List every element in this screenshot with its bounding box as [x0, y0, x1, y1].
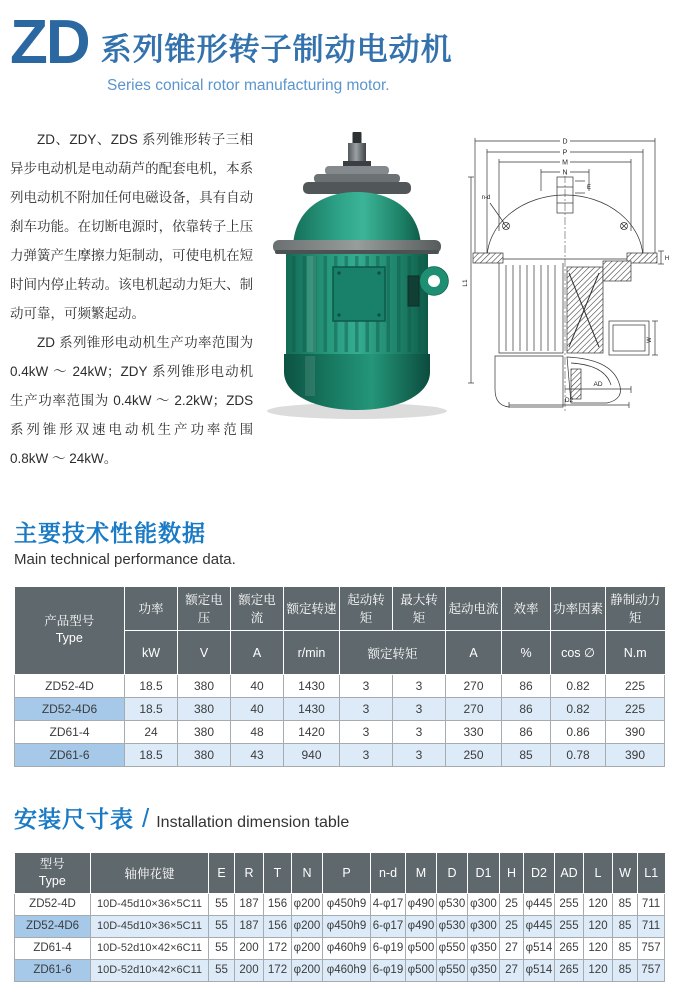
lifting-eye — [420, 267, 448, 295]
value-cell: 156 — [264, 915, 292, 937]
value-cell: 6-φ17 — [371, 915, 406, 937]
value-cell: 0.78 — [551, 744, 606, 767]
dim-label-m: M — [562, 159, 568, 167]
col-header-power-factor: 功率因素 — [551, 587, 606, 631]
dim-label-d2: D2 — [564, 396, 574, 404]
value-cell: 390 — [606, 721, 665, 744]
value-cell: 85 — [613, 893, 638, 915]
unit-kw: kW — [125, 631, 178, 675]
value-cell: 3 — [340, 721, 393, 744]
dim-label-e: E — [586, 184, 592, 191]
value-cell: φ530 — [437, 893, 468, 915]
intro-paragraph-2: ZD 系列锥形电动机生产功率范围为 0.4kW ～ 24kW；ZDY 系列锥形电动机生产功率范围为 0.4kW ～ 2.2kW；ZDS 系列锥形双速电动机生产功率范围 0.8kW ～ 24kW。 — [10, 334, 254, 466]
value-cell: 265 — [555, 959, 584, 981]
value-cell: 250 — [446, 744, 502, 767]
dim-label-l1: L1 — [462, 278, 469, 287]
value-cell: 3 — [340, 698, 393, 721]
dimension-table-body — [15, 893, 665, 981]
col-header-model-zh: 产品型号 — [44, 614, 95, 629]
motor-flange — [273, 240, 441, 254]
value-cell: 3 — [393, 721, 446, 744]
value-cell: 757 — [638, 937, 665, 959]
dim-label-d: D — [562, 138, 568, 146]
value-cell: φ490 — [406, 893, 437, 915]
dimension-table-head — [15, 853, 665, 893]
value-cell: 55 — [209, 959, 235, 981]
value-cell: 55 — [209, 937, 235, 959]
value-cell: 187 — [235, 893, 264, 915]
col-header-E: E — [209, 853, 235, 893]
col-header-voltage: 额定电压 — [178, 587, 231, 631]
value-cell: 48 — [231, 721, 284, 744]
value-cell: 120 — [584, 959, 613, 981]
dimension-section-header — [0, 801, 678, 834]
value-cell: φ514 — [524, 937, 555, 959]
value-cell: 172 — [264, 959, 292, 981]
value-cell: 25 — [500, 915, 524, 937]
value-cell: 1430 — [284, 675, 340, 698]
value-cell: 1430 — [284, 698, 340, 721]
dimension-table — [14, 853, 665, 982]
value-cell: φ530 — [437, 915, 468, 937]
col-header-current: 额定电流 — [231, 587, 284, 631]
model-cell: ZD61-4 — [15, 721, 125, 744]
value-cell: 27 — [500, 959, 524, 981]
table-row — [15, 698, 665, 721]
col-header-P: P — [323, 853, 371, 893]
brand-logo: ZD — [10, 8, 89, 77]
value-cell: φ445 — [524, 915, 555, 937]
value-cell: 757 — [638, 959, 665, 981]
value-cell: φ445 — [524, 893, 555, 915]
value-cell: φ550 — [437, 959, 468, 981]
unit-a2: A — [446, 631, 502, 675]
value-cell: 172 — [264, 937, 292, 959]
value-cell: 255 — [555, 893, 584, 915]
value-cell: 711 — [638, 893, 665, 915]
col-header-max-torque: 最大转矩 — [393, 587, 446, 631]
technical-diagram-svg — [459, 131, 670, 419]
model-cell: ZD52-4D6 — [15, 915, 91, 937]
unit-a: A — [231, 631, 284, 675]
dimension-section-title: 安装尺寸表 — [14, 806, 134, 833]
value-cell: φ200 — [292, 915, 323, 937]
dim-label-w: W — [647, 336, 653, 343]
value-cell: φ200 — [292, 959, 323, 981]
unit-rpm: r/min — [284, 631, 340, 675]
value-cell: 85 — [613, 937, 638, 959]
value-cell: 27 — [500, 937, 524, 959]
value-cell: 1420 — [284, 721, 340, 744]
value-cell: 225 — [606, 675, 665, 698]
value-cell: φ200 — [292, 893, 323, 915]
value-cell: φ300 — [468, 893, 500, 915]
value-cell: 330 — [446, 721, 502, 744]
side-port — [408, 276, 419, 306]
value-cell: 3 — [393, 698, 446, 721]
value-cell: 10D-52d10×42×6C11 — [91, 959, 209, 981]
col-header-efficiency: 效率 — [502, 587, 551, 631]
intro-text — [10, 125, 253, 473]
value-cell: 85 — [502, 744, 551, 767]
table-row — [15, 937, 665, 959]
col-header-D1: D1 — [468, 853, 500, 893]
dim-label-n: N — [562, 169, 568, 177]
value-cell: 200 — [235, 937, 264, 959]
performance-section-header — [0, 515, 678, 568]
value-cell: φ200 — [292, 937, 323, 959]
page-subtitle: Series conical rotor manufacturing motor. — [107, 76, 390, 94]
performance-section-subtitle: Main technical performance data. — [14, 550, 236, 568]
model-cell: ZD52-4D — [15, 675, 125, 698]
motor-shaft — [343, 132, 371, 167]
table-row — [15, 744, 665, 767]
col-header-model2 — [15, 853, 91, 893]
value-cell: 187 — [235, 915, 264, 937]
value-cell: 3 — [393, 675, 446, 698]
motor-photo — [256, 129, 458, 473]
value-cell: 85 — [613, 959, 638, 981]
cup-highlight — [305, 356, 315, 396]
value-cell: 10D-45d10×36×5C11 — [91, 893, 209, 915]
col-header-M: M — [406, 853, 437, 893]
col-header-spline: 轴伸花键 — [91, 853, 209, 893]
col-header-T: T — [264, 853, 292, 893]
dim-label-ad: AD — [593, 380, 603, 388]
col-header-nd: n-d — [371, 853, 406, 893]
value-cell: 85 — [613, 915, 638, 937]
table-row — [15, 959, 665, 981]
model-cell: ZD61-6 — [15, 744, 125, 767]
value-cell: 43 — [231, 744, 284, 767]
performance-table-body — [15, 675, 665, 767]
value-cell: 940 — [284, 744, 340, 767]
value-cell: 10D-45d10×36×5C11 — [91, 915, 209, 937]
value-cell: 156 — [264, 893, 292, 915]
value-cell: 18.5 — [125, 675, 178, 698]
value-cell: φ500 — [406, 959, 437, 981]
value-cell: φ460h9 — [323, 959, 371, 981]
col-header-L: L — [584, 853, 613, 893]
page-header — [0, 0, 678, 95]
value-cell: 380 — [178, 744, 231, 767]
value-cell: 711 — [638, 915, 665, 937]
value-cell: 0.86 — [551, 721, 606, 744]
dim-label-h: H — [664, 255, 670, 262]
value-cell: 380 — [178, 721, 231, 744]
col-header-brake-torque: 静制动力矩 — [606, 587, 665, 631]
value-cell: 55 — [209, 893, 235, 915]
value-cell: 86 — [502, 698, 551, 721]
unit-v: V — [178, 631, 231, 675]
value-cell: 225 — [606, 698, 665, 721]
title-slash: / — [142, 803, 151, 834]
value-cell: 265 — [555, 937, 584, 959]
value-cell: 3 — [340, 744, 393, 767]
col-header-model2-en: Type — [38, 873, 66, 888]
col-header-model — [15, 587, 125, 675]
performance-section-title: 主要技术性能数据 — [14, 519, 206, 546]
unit-cos: cos ∅ — [551, 631, 606, 675]
value-cell: φ450h9 — [323, 915, 371, 937]
col-header-AD: AD — [555, 853, 584, 893]
brake-cover — [303, 166, 411, 194]
value-cell: 24 — [125, 721, 178, 744]
model-cell: ZD52-4D — [15, 893, 91, 915]
value-cell: φ500 — [406, 937, 437, 959]
value-cell: φ550 — [437, 937, 468, 959]
col-header-D: D — [437, 853, 468, 893]
col-header-H: H — [500, 853, 524, 893]
unit-pct: % — [502, 631, 551, 675]
value-cell: 86 — [502, 675, 551, 698]
value-cell: 380 — [178, 675, 231, 698]
col-header-model-en: Type — [55, 631, 83, 646]
value-cell: 0.82 — [551, 698, 606, 721]
value-cell: 86 — [502, 721, 551, 744]
value-cell: 6-φ19 — [371, 959, 406, 981]
value-cell: 40 — [231, 675, 284, 698]
col-header-N: N — [292, 853, 323, 893]
value-cell: 55 — [209, 915, 235, 937]
col-header-R: R — [235, 853, 264, 893]
value-cell: 3 — [393, 744, 446, 767]
junction-box — [333, 267, 385, 321]
table-row — [15, 721, 665, 744]
value-cell: 40 — [231, 698, 284, 721]
unit-nm: N.m — [606, 631, 665, 675]
model-cell: ZD61-6 — [15, 959, 91, 981]
value-cell: 18.5 — [125, 698, 178, 721]
model-cell: ZD52-4D6 — [15, 698, 125, 721]
value-cell: φ460h9 — [323, 937, 371, 959]
value-cell: φ490 — [406, 915, 437, 937]
value-cell: 390 — [606, 744, 665, 767]
unit-rated-torque: 额定转矩 — [340, 631, 446, 675]
col-header-start-current: 起动电流 — [446, 587, 502, 631]
value-cell: φ350 — [468, 937, 500, 959]
intro-section — [0, 125, 678, 473]
col-header-D2: D2 — [524, 853, 555, 893]
performance-table — [14, 587, 665, 768]
value-cell: 120 — [584, 937, 613, 959]
technical-diagram — [459, 131, 670, 473]
col-header-start-torque: 起动转矩 — [340, 587, 393, 631]
value-cell: 120 — [584, 915, 613, 937]
value-cell: 120 — [584, 893, 613, 915]
dim-label-nd: n-d — [481, 194, 491, 201]
page-title: 系列锥形转子制动电动机 — [100, 31, 453, 67]
value-cell: 6-φ19 — [371, 937, 406, 959]
intro-paragraph-1: ZD、ZDY、ZDS 系列锥形转子三相异步电动机是电动葫芦的配套电机，本系列电动机不附加任何电磁设备，具有自动刹车功能。在切断电源时，依靠转子上压力弹簧产生摩擦力矩制动，可使电机在短时间内停止转动。该电机起动力矩大、制动可靠，可频繁起动。 — [10, 131, 254, 321]
value-cell: φ300 — [468, 915, 500, 937]
dim-label-p: P — [562, 149, 568, 157]
value-cell: φ450h9 — [323, 893, 371, 915]
value-cell: 270 — [446, 675, 502, 698]
dimension-section-subtitle: Installation dimension table — [156, 814, 350, 832]
value-cell: φ350 — [468, 959, 500, 981]
motor-photo-svg — [257, 129, 457, 421]
value-cell: 3 — [340, 675, 393, 698]
performance-table-head — [15, 587, 665, 675]
table-row — [15, 915, 665, 937]
value-cell: 10D-52d10×42×6C11 — [91, 937, 209, 959]
value-cell: 4-φ17 — [371, 893, 406, 915]
value-cell: 255 — [555, 915, 584, 937]
value-cell: 380 — [178, 698, 231, 721]
col-header-W: W — [613, 853, 638, 893]
col-header-power: 功率 — [125, 587, 178, 631]
table-row — [15, 675, 665, 698]
value-cell: 200 — [235, 959, 264, 981]
value-cell: 18.5 — [125, 744, 178, 767]
col-header-speed: 额定转速 — [284, 587, 340, 631]
col-header-L1: L1 — [638, 853, 665, 893]
value-cell: 0.82 — [551, 675, 606, 698]
model-cell: ZD61-4 — [15, 937, 91, 959]
value-cell: 25 — [500, 893, 524, 915]
col-header-model2-zh: 型号 — [39, 857, 65, 872]
value-cell: 270 — [446, 698, 502, 721]
table-row — [15, 893, 665, 915]
value-cell: φ514 — [524, 959, 555, 981]
